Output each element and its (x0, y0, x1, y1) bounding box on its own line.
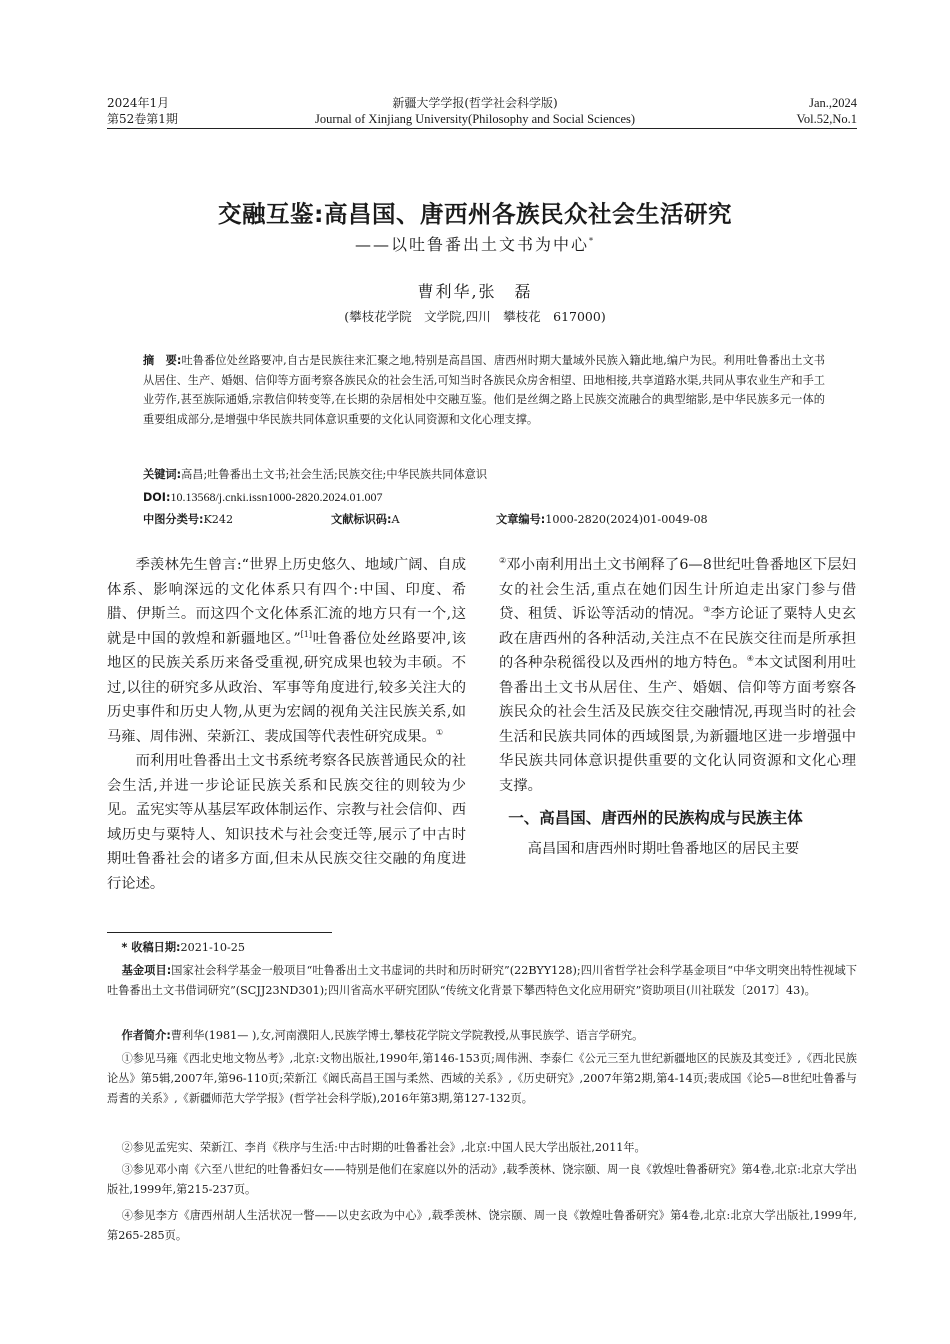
body-paragraph: 季羡林先生曾言:“世界上历史悠久、地域广阔、自成体系、影响深远的文化体系只有四个:中国、印度、希腊、伊斯兰。而这四个文化体系汇流的地方只有一个,这就是中国的敦煌和新疆地区。”[1]吐鲁番位处丝路要冲,该地区的民族关系历来备受重视,研究成果也较为丰硕。不过,以往的研究多从政治、军事等角度进行,较多关注大的历史事件和历史人物,从更为宏阔的视角关注民族关系,如马雍、周伟洲、荣新江、裴成国等代表性研究成果。① (107, 557, 466, 745)
footnote-ref[interactable]: ① (435, 727, 443, 737)
doi-label: DOI (143, 491, 166, 504)
body-column-left (107, 553, 466, 896)
header-date-en: Jan.,2024 (809, 96, 857, 110)
footnote-rule (107, 932, 332, 933)
fund-label: 基金项目 (121, 964, 167, 977)
keywords-label: 关键词 (143, 468, 177, 481)
article-subtitle (0, 232, 950, 255)
body-paragraph-continued: ②邓小南利用出土文书阐释了6—8世纪吐鲁番地区下层妇女的社会生活,重点在她们因生计所迫走出家门参与借贷、租赁、诉讼等活动的情况。③李方论证了粟特人史玄政在唐西州的各种活动,关注点不在民族交往而是所承担的各种杂税徭役以及西州的地方特色。④本文试图利用吐鲁番出土文书从居住、生产、婚姻、信仰等方面考察各族民众的社会生活及民族交往交融情况,再现当时的社会生活和民族共同体的西域图景,为新疆地区进一步增强中华民族共同体意识提供重要的文化认同资源和文化心理支撑。 (499, 556, 857, 794)
footnote-received: * 收稿日期:2021-10-25 (121, 941, 246, 954)
abstract-text: 吐鲁番位处丝路要冲,自古是民族往来汇聚之地,特别是高昌国、唐西州时期大量域外民族入籍此地,编户为民。利用吐鲁番出土文书从居住、生产、婚姻、信仰等方面考察各族民众的社会生活,可知当时各族民众房舍相望、田地相接,共享道路水渠,共同从事农业生产和手工业劳作,甚至族际通婚,宗教信仰转变等,在长期的杂居相处中交融互鉴。他们是丝绸之路上民族交流融合的典型缩影,是中华民族多元一体的重要组成部分,是增强中华民族共同体意识重要的文化认同资源和文化心理支撑。 (143, 354, 825, 426)
footnote-1: ①参见马雍《西北史地文物丛考》,北京:文物出版社,1990年,第146-153页;周伟洲、李泰仁《公元三至九世纪新疆地区的民族及其变迁》,《西北民族论丛》第5辑,2007年,第96-110页;荣新江《阚氏高昌王国与柔然、西域的关系》,《历史研究》,2007年第2期,第4-14页;裴成国《论5—8世纪吐鲁番与焉耆的关系》,《新疆师范大学学报》(哲学社会科学版),2016年第3期,第127-132页。 (107, 1052, 857, 1105)
footnote-ref[interactable]: ④ (746, 654, 755, 664)
header-journal-en: Journal of Xinjiang University(Philosophy and Social Sciences) (314, 112, 636, 126)
article-no-value: 1000-2820(2024)01-0049-08 (545, 513, 708, 526)
article-title: 交融互鉴:高昌国、唐西州各族民众社会生活研究 (218, 200, 732, 228)
footnote-3: ③参见邓小南《六至八世纪的吐鲁番妇女——特别是他们在家庭以外的活动》,载季羡林、饶宗颐、周一良《敦煌吐鲁番研究》第4卷,北京:北京大学出版社,1999年,第215-237页。 (107, 1163, 857, 1196)
clc-value: K242 (203, 513, 234, 526)
doi-value[interactable]: 10.13568/j.cnki.issn1000-2820.2024.01.007 (170, 490, 383, 504)
header-volume-en: Vol.52,No.1 (796, 112, 857, 126)
abstract-label: 摘 要 (143, 354, 177, 367)
body-column-right (499, 553, 856, 861)
footnote-fund: 基金项目:国家社会科学基金一般项目“吐鲁番出土文书虚词的共时和历时研究”(22BYY128);四川省哲学社会科学基金项目“中华文明突出特性视域下吐鲁番出土文书借词研究”(SCJJ23ND301);四川省高水平研究团队“传统文化背景下攀西特色文化应用研究”资助项目(川社联发〔2017〕43)。 (107, 964, 857, 997)
header-volume-cn: 第52卷第1期 (107, 112, 178, 126)
footnote-2: ②参见孟宪实、荣新江、李肖《秩序与生活:中古时期的吐鲁番社会》,北京:中国人民大学出版社,2011年。 (121, 1141, 646, 1154)
clc-field: 中图分类号:K242 (143, 513, 234, 526)
footnote-4: ④参见李方《唐西州胡人生活状况一瞥——以史玄政为中心》,载季羡林、饶宗颐、周一良《敦煌吐鲁番研究》第4卷,北京:北京大学出版社,1999年,第265-285页。 (107, 1209, 857, 1242)
abstract-block: 摘 要:吐鲁番位处丝路要冲,自古是民族往来汇聚之地,特别是高昌国、唐西州时期大量域外民族入籍此地,编户为民。利用吐鲁番出土文书从居住、生产、婚姻、信仰等方面考察各族民众的社会生活,可知当时各族民众房舍相望、田地相接,共享道路水渠,共同从事农业生产和手工业劳作,甚至族际通婚,宗教信仰转变等,在长期的杂居相处中交融互鉴。他们是丝绸之路上民族交流融合的典型缩影,是中华民族多元一体的重要组成部分,是增强中华民族共同体意识重要的文化认同资源和文化心理支撑。 (143, 354, 825, 426)
author-bio-label: 作者简介 (121, 1029, 167, 1042)
clc-label: 中图分类号 (143, 513, 199, 526)
doc-code-label: 文献标识码 (331, 513, 387, 526)
received-label: * 收稿日期 (121, 941, 177, 954)
classification-line (143, 510, 825, 530)
article-no-label: 文章编号 (496, 513, 541, 526)
doc-code-field: 文献标识码:A (331, 513, 400, 526)
subtitle-text: ——以吐鲁番出土文书为中心 (354, 235, 589, 254)
article-authors: 曹利华,张 磊 (417, 282, 533, 301)
body-paragraph: 而利用吐鲁番出土文书系统考察各民族普通民众的社会生活,并进一步论证民族关系和民族交往的则较为少见。孟宪实等从基层军政体制运作、宗教与社会信仰、西域历史与粟特人、知识技术与社会变迁等,展示了中古时期吐鲁番社会的诸多方面,但未从民族交往交融的角度进行论述。 (107, 753, 466, 892)
keywords-text: 高昌;吐鲁番出土文书;社会生活;民族交往;中华民族共同体意识 (181, 468, 488, 481)
header-journal-cn: 新疆大学学报(哲学社会科学版) (392, 96, 558, 110)
citation-ref[interactable]: [1] (300, 629, 313, 639)
subtitle-footnote-mark: * (589, 236, 595, 246)
header-rule (107, 128, 857, 129)
header-date-cn: 2024年1月 (107, 96, 170, 110)
doc-code-value: A (391, 513, 400, 526)
article-no-field: 文章编号:1000-2820(2024)01-0049-08 (496, 513, 708, 526)
section-heading: 一、高昌国、唐西州的民族构成与民族主体 (508, 809, 803, 827)
article-affiliation: (攀枝花学院 文学院,四川 攀枝花 617000) (344, 309, 606, 324)
footnote-ref[interactable]: ② (499, 556, 507, 566)
footnote-ref[interactable]: ③ (703, 605, 711, 615)
keywords-line: 关键词:高昌;吐鲁番出土文书;社会生活;民族交往;中华民族共同体意识 (143, 468, 488, 481)
doi-line: DOI:10.13568/j.cnki.issn1000-2820.2024.01.007 (143, 490, 383, 504)
footnote-author: 作者简介:曹利华(1981— ),女,河南濮阳人,民族学博士,攀枝花学院文学院教授,从事民族学、语言学研究。 (121, 1029, 644, 1042)
body-paragraph: 高昌国和唐西州时期吐鲁番地区的居民主要 (527, 840, 800, 857)
